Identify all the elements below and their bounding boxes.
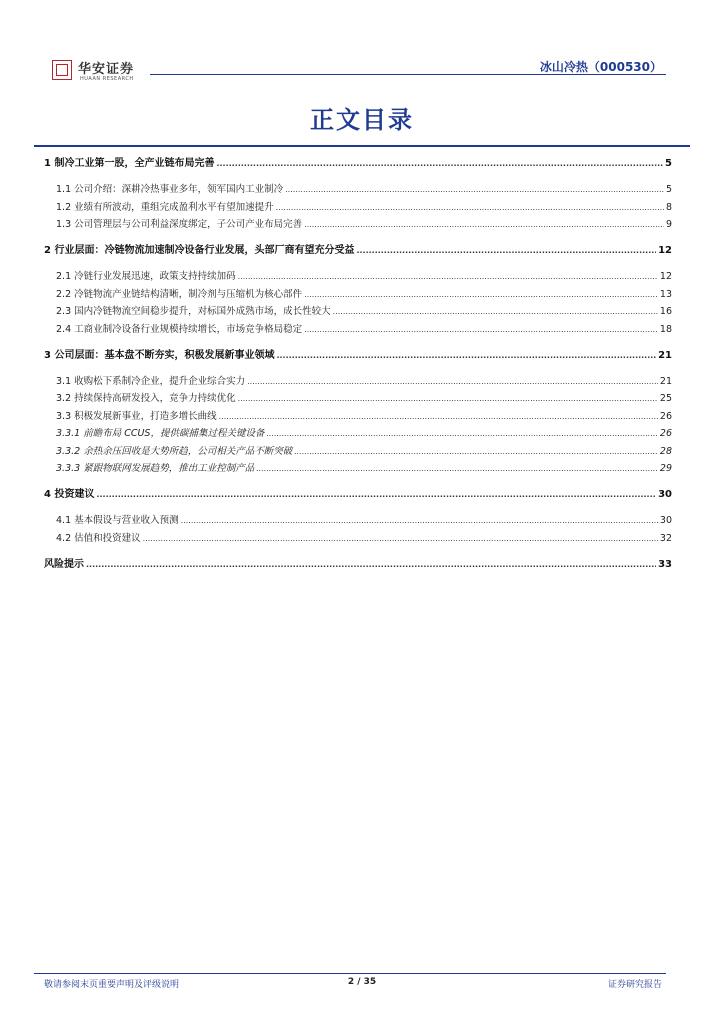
- toc-entry[interactable]: [44, 409, 672, 425]
- toc-divider: [34, 145, 690, 147]
- toc-entry[interactable]: [44, 156, 672, 172]
- toc-leader-dots: [96, 487, 656, 503]
- toc-entry-title: 3.3 积极发展新事业，打造多增长曲线: [56, 410, 217, 422]
- toc-entry-title: 2.3 国内冷链物流空间稳步提升，对标国外成熟市场，成长性较大: [56, 306, 331, 317]
- toc-entry-page: 26: [659, 428, 672, 439]
- toc-entry-title: 3 公司层面：基本盘不断夯实，积极发展新事业领域: [44, 349, 275, 361]
- toc-leader-dots: [238, 269, 658, 285]
- toc-entry[interactable]: [44, 374, 672, 390]
- toc-entry-page: 21: [658, 349, 672, 361]
- toc-entry[interactable]: [44, 348, 672, 364]
- toc-entry-title: 1.3 公司管理层与公司利益深度绑定，子公司产业布局完善: [56, 219, 303, 230]
- toc-entry-page: 13: [659, 288, 672, 300]
- toc-entry-page: 30: [658, 489, 672, 500]
- toc-leader-dots: [256, 461, 658, 477]
- toc-entry[interactable]: [44, 557, 672, 573]
- toc-leader-dots: [333, 304, 658, 320]
- toc-entry-page: 5: [665, 158, 672, 169]
- toc-entry-title: 2.1 冷链行业发展迅速，政策支持持续加码: [56, 271, 236, 282]
- toc-entry[interactable]: [44, 269, 672, 285]
- toc-entry-page: 25: [659, 393, 672, 404]
- toc-entry-page: 12: [659, 271, 672, 282]
- toc-leader-dots: [294, 444, 658, 460]
- toc-leader-dots: [304, 322, 658, 338]
- toc-leader-dots: [216, 156, 663, 172]
- toc-leader-dots: [276, 348, 656, 364]
- page-title: 正文目录: [310, 105, 414, 134]
- toc-leader-dots: [143, 531, 658, 547]
- toc-leader-dots: [285, 182, 664, 198]
- toc-entry[interactable]: [44, 487, 672, 503]
- toc-entry[interactable]: [44, 217, 672, 233]
- toc-entry[interactable]: [44, 304, 672, 320]
- toc-entry-title: 3.3.3 紧跟物联网发展趋势，推出工业控制产品: [56, 463, 255, 474]
- header-divider: [150, 74, 666, 75]
- toc-entry-title: 2 行业层面：冷链物流加速制冷设备行业发展，头部厂商有望充分受益: [44, 245, 355, 256]
- toc-entry-page: 8: [665, 201, 672, 213]
- toc-entry-page: 26: [659, 410, 672, 422]
- toc-entry[interactable]: [44, 391, 672, 407]
- toc-leader-dots: [247, 374, 658, 390]
- toc-entry-page: 18: [659, 323, 672, 335]
- toc-leader-dots: [238, 391, 658, 407]
- toc-entry-page: 32: [659, 532, 672, 544]
- toc-entry-page: 28: [659, 445, 672, 457]
- toc-entry[interactable]: [44, 444, 672, 460]
- toc-entry-title: 1 制冷工业第一股，全产业链布局完善: [44, 158, 215, 169]
- toc-entry[interactable]: [44, 200, 672, 216]
- table-of-contents: [44, 156, 672, 583]
- footer-report-type: 证券研究报告: [607, 980, 662, 990]
- page-number: 2 / 35: [347, 977, 377, 987]
- toc-entry-title: 4.1 基本假设与营业收入预测: [56, 515, 179, 526]
- toc-entry-title: 风险提示: [44, 558, 84, 570]
- toc-entry[interactable]: [44, 182, 672, 198]
- brand-subtitle: HUAAN RESEARCH: [80, 76, 134, 82]
- toc-entry-title: 3.1 收购松下系制冷企业，提升企业综合实力: [56, 375, 246, 387]
- toc-entry-page: 9: [665, 219, 672, 230]
- toc-entry[interactable]: [44, 322, 672, 338]
- toc-entry-title: 3.3.1 前瞻布局 CCUS，提供碳捕集过程关键设备: [56, 428, 265, 439]
- toc-entry-page: 21: [659, 375, 672, 387]
- toc-leader-dots: [356, 243, 656, 259]
- toc-entry-title: 3.3.2 余热余压回收是大势所趋，公司相关产品不断突破: [56, 445, 293, 457]
- footer-divider: [34, 973, 666, 974]
- toc-entry-page: 16: [659, 306, 672, 317]
- brand-name: 华安证券: [78, 62, 135, 77]
- toc-entry[interactable]: [44, 461, 672, 477]
- toc-entry-page: 12: [658, 245, 672, 256]
- footer-disclaimer: 敬请参阅末页重要声明及评级说明: [44, 980, 180, 990]
- toc-leader-dots: [266, 426, 657, 442]
- toc-entry[interactable]: [44, 513, 672, 529]
- toc-entry-title: 1.1 公司介绍：深耕冷热事业多年，领军国内工业制冷: [56, 184, 284, 195]
- toc-entry-page: 30: [659, 515, 672, 526]
- toc-entry-title: 1.2 业绩有所波动，重组完成盈利水平有望加速提升: [56, 201, 274, 213]
- toc-entry-title: 2.2 冷链物流产业链结构清晰，制冷剂与压缩机为核心部件: [56, 288, 303, 300]
- toc-leader-dots: [181, 513, 658, 529]
- brand-logo: [52, 60, 72, 80]
- toc-leader-dots: [276, 200, 664, 216]
- toc-entry-title: 4.2 估值和投资建议: [56, 532, 141, 544]
- toc-entry-title: 3.2 持续保持高研发投入，竞争力持续优化: [56, 393, 236, 404]
- toc-leader-dots: [304, 217, 664, 233]
- toc-leader-dots: [219, 409, 658, 425]
- toc-entry[interactable]: [44, 531, 672, 547]
- toc-entry[interactable]: [44, 287, 672, 303]
- toc-leader-dots: [86, 557, 656, 573]
- toc-entry[interactable]: [44, 243, 672, 259]
- toc-entry-page: 5: [665, 184, 672, 195]
- toc-entry-page: 29: [659, 463, 672, 474]
- header-company: 冰山冷热（000530）: [539, 60, 662, 74]
- toc-entry[interactable]: [44, 426, 672, 442]
- toc-entry-title: 2.4 工商业制冷设备行业规模持续增长，市场竞争格局稳定: [56, 323, 303, 335]
- toc-leader-dots: [304, 287, 658, 303]
- toc-entry-page: 33: [658, 558, 672, 570]
- toc-entry-title: 4 投资建议: [44, 489, 95, 500]
